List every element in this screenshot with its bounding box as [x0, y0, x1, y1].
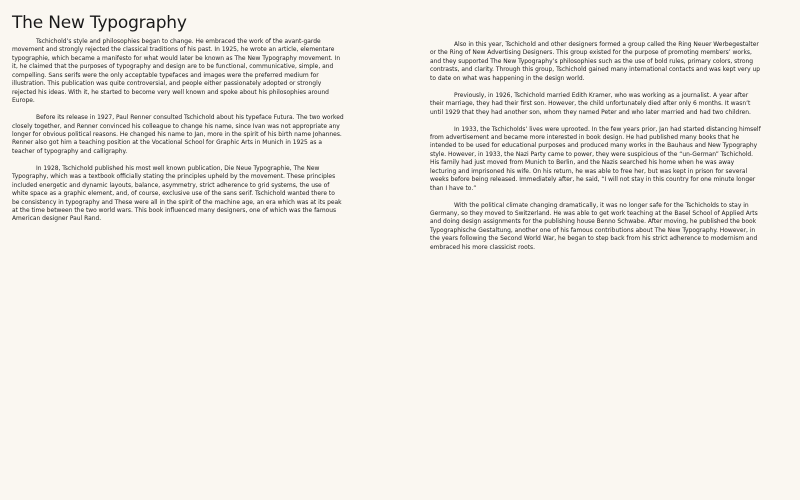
- paragraph: In 1928, Tschichold published his most well known publication, Die Neue Typographie, The New Typography, which was a textbook officially stating the principles upheld by the movement. These principles included energetic and dynamic layouts, balance, asymmetry, strict adherence to grid systems, the use of white space as a graphic element, and, of course, exclusive use of the sans serif. Tschichold wanted there to be consistency in typography and These were all in the spirit of the machine age, an era which was at its peak at the time between the two world wars. This book influenced many designers, one of which was the famous American designer Paul Rand.: [12, 164, 342, 223]
- paragraph: Tschichold’s style and philosophies began to change. He embraced the work of the avant-garde movement and strongly rejected the classical traditions of his past. In 1925, he wrote an article, elementare typographie, which became a manifesto for what would later be known as The New Typography movement. In it, he claimed that the purposes of typography and design are to be functional, communicative, simple, and compelling. Sans serifs were the only acceptable typefaces and images were the preferred medium for illustration. This publication was quite controversial, and people either passionately adopted or strongly rejected his ideas. With it, he started to become very well known and spoke about his philosophies around Europe.: [12, 38, 341, 105]
- right-page: [400, 0, 800, 500]
- paragraph: With the political climate changing dramatically, it was no longer safe for the Tschicholds to stay in Germany, so they moved to Switzerland. He was able to get work teaching at the Basel School of Applied Arts and doing design assignments for the publishing house Benno Schwabe. After moving, he published the book Typographische Gestaltung, another one of his famous contributions about The New Typography. However, in the years following the Second World War, he began to step back from his strict adherence to modernism and embraced his more classicist roots.: [430, 201, 758, 251]
- paragraph: In 1933, the Tschicholds’ lives were uprooted. In the few years prior, Jan had started distancing himself from advertisement and became more interested in book design. He had published many books that he intended to be used for educational purposes and produced many works in the Bauhaus and New Typography style. However, in 1933, the Nazi Party came to power, they were suspicious of the “un-German” Tschichold. His family had just moved from Munich to Berlin, and the Nazis searched his home when he was away lecturing and imprisoned his wife. On his return, he was able to free her, but was kept in prison for several weeks before being released. Immediately after, he said, “I will not stay in this country for one minute longer than I have to.”: [430, 125, 761, 192]
- paragraph: Also in this year, Tschichold and other designers formed a group called the Ring Neuer Werbegestalter or the Ring of New Advertising Designers. This group existed for the purpose of promoting members’ works, and they supported The New Typography’s philosophies such as the use of bold rules, primary colors, strong contrasts, and clarity. Through this group, Tschichold gained many international contacts and was kept very up to date on what was happening in the design world.: [430, 41, 760, 82]
- paragraph: Before its release in 1927, Paul Renner consulted Tschichold about his typeface Futura. The two worked closely together, and Renner convinced his colleague to change his name, since Ivan was not appropriate any longer for obvious political reasons. He changed his name to Jan, more in the spirit of his birth name Johannes. Renner also got him a teaching position at the Vocational School for Graphic Arts in Munich in 1925 as a teacher of typography and calligraphy.: [12, 114, 344, 155]
- paragraph: Previously, in 1926, Tschichold married Edith Kramer, who was working as a journalist. A year after their marriage, they had their first son. However, the child unfortunately died after only 6 months. It wasn’t until 1929 that they had another son, whom they named Peter and who later married and had two children.: [430, 91, 751, 116]
- right-column: [430, 41, 762, 261]
- page-title: The New Typography: [12, 13, 187, 33]
- left-column: [12, 38, 344, 232]
